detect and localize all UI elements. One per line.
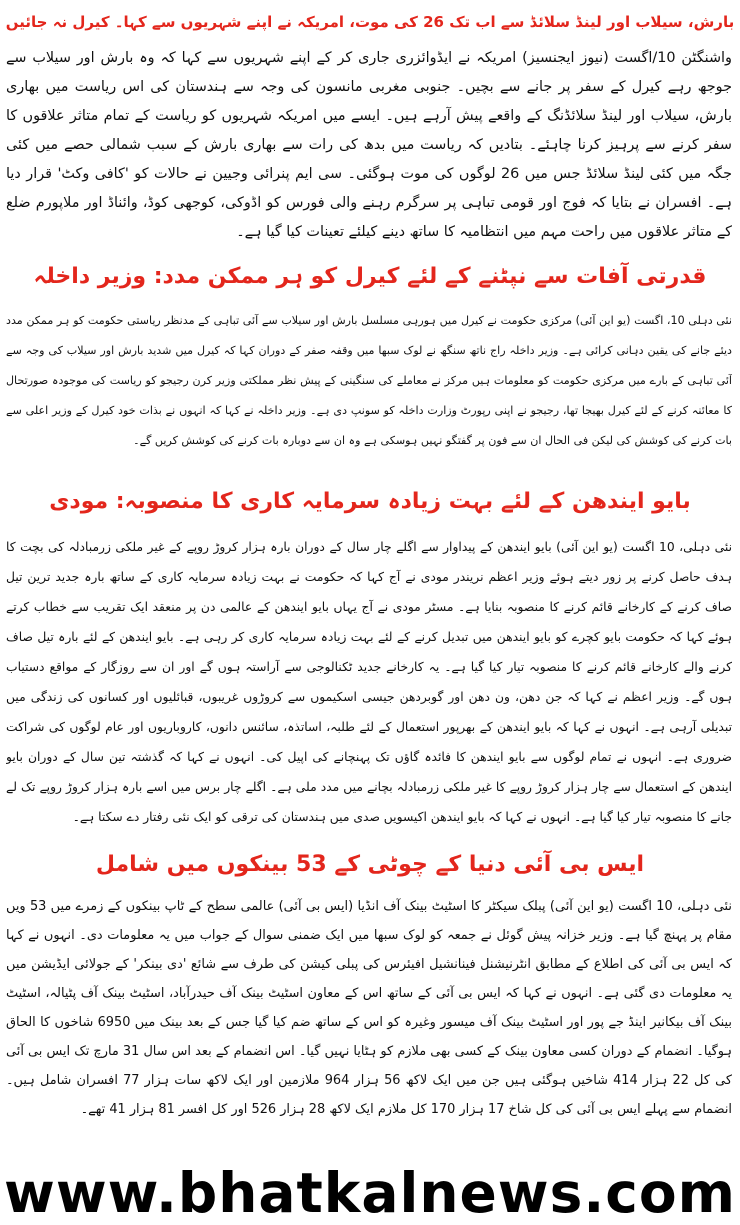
- article-text: نئی دہلی، 10 اگست (یو این آئی) بایو ایندھن کے پیداوار سے اگلے چار سال کے دوران بارہ ہزار کروڑ روپے کے غیر ملکی زرمبادلہ کی بچت کا ہدف حاصل کرنے پر زور دیتے ہوئے وزیر اعظم نریندر مودی نے آج کہا کہ حکومت نے بہت زیادہ سرمایہ کاری کے ساتھ بارہ جدید ترین تیل صاف کرنے کے کارخانے قائم کرنے کا منصوبہ بنایا ہے۔ مسٹر مودی نے آج یہاں بایو ایندھن کے عالمی دن پر منعقد ایک تقریب سے خطاب کرتے ہوئے کہا کہ حکومت بایو کچرے کو بایو ایندھن میں تبدیل کرنے کے لئے بہت زیادہ سرمایہ کاری کر رہی ہے۔ بایو ایندھن کے لئے بارہ تیل صاف کرنے والے کارخانے قائم کرنے کا منصوبہ تیار کیا گیا ہے۔ یہ کارخانے جدید ٹکنالوجی سے آراستہ ہوں گے اور ان سے روزگار کے مواقع دستیاب ہوں گے۔ وزیر اعظم نے کہا کہ جن دھن، ون دھن اور گوبردھن جیسی اسکیموں سے کروڑوں غریبوں، قبائلیوں اور کسانوں کی زندگی میں تبدیلی آرہی ہے۔ انہوں نے کہا کہ بایو ایندھن کے بھرپور استعمال کے لئے طلبہ، اساتذہ، سائنس دانوں، کاروباریوں اور عام لوگوں کی شراکت ضروری ہے۔ انہوں نے تمام لوگوں سے بایو ایندھن کا فائدہ گاؤں تک پہنچانے کی اپیل کی۔ انہوں نے کہا کہ گذشتہ تین سال کے دوران بایو ایندھن کے استعمال سے چار ہزار کروڑ روپے کا غیر ملکی زرمبادلہ بچانے میں مدد ملی ہے۔ اگلے چار برس میں اسے بارہ ہزار کروڑ روپے تک لے جانے کا منصوبہ تیار کیا گیا ہے۔ انہوں نے کہا کہ بایو ایندھن اکیسویں صدی میں ہندستان کی ترقی کو ایک نئی رفتار دے سکتا ہے۔: [6, 540, 732, 824]
- headline-biofuel-investment: بایو ایندھن کے لئے بہت زیادہ سرمایہ کاری کا منصوبہ: مودی: [49, 489, 691, 514]
- headline-sbi-top-banks: ایس بی آئی دنیا کے چوٹی کے 53 بینکوں میں شامل: [95, 852, 645, 877]
- article-body-kerala-disaster-help: [6, 306, 732, 464]
- article-body-biofuel-investment: [6, 532, 732, 834]
- headline-kerala-disaster-help: قدرتی آفات سے نپٹنے کے لئے کیرل کو ہر ممکن مدد: وزیر داخلہ: [33, 264, 707, 289]
- article-text: نئی دہلی 10، اگست (یو این آئی) مرکزی حکومت نے کیرل میں ہورہی مسلسل بارش اور سیلاب سے آئی تباہی کے مدنظر ریاستی حکومت کو ہر ممکن مدد دیئے جانے کی یقین دہانی کرائی ہے۔ وزیر داخلہ راج ناتھ سنگھ نے لوک سبھا میں وقفہ صفر کے دوران کہا کہ کیرل میں شدید بارش اور سیلاب کی وجہ سے آئی تباہی کے بارے میں مرکزی حکومت کو معلومات ہیں مرکز نے معاملے کی سنگینی کے پیش نظر مملکتی وزیر کرن رجیجو کو ریاست کی موجودہ صورتحال کا معائنہ کرنے کے لئے کیرل بھیجا تھا، رجیجو نے اپنی رپورٹ وزارت داخلہ کو سونپ دی ہے۔ وزیر داخلہ نے کہا کہ انہوں نے بذات خود کیرل کے وزیر اعلی سے بات کرنے کی کوشش کی لیکن فی الحال ان سے فون پر گفتگو نہیں ہوسکی ہے وہ ان سے دوبارہ بات کرنے کی کوشش کریں گے۔: [6, 314, 732, 447]
- headline-kerala-rain-us-advisory: بارش، سیلاب اور لینڈ سلائڈ سے اب تک 26 کی موت، امریکہ نے اپنے شہریوں سے کہا۔ کیرل نہ جائیں: [5, 13, 735, 31]
- article-body-kerala-rain-us-advisory: [6, 44, 732, 250]
- article-text: واشنگٹن 10/اگست (نیوز ایجنسیز) امریکہ نے ایڈوائزری جاری کر کے اپنے شہریوں سے کہا کہ وہ بارش اور سیلاب سے جوجھ رہے کیرل کے سفر پر جانے سے بچیں۔ جنوبی مغربی مانسون کی وجہ سے ہندستان کی اس ریاست میں بھاری بارش، سیلاب اور لینڈ سلائڈنگ کے واقعے پیش آرہے ہیں۔ ایسے میں امریکہ شہریوں کو ریاست کے تمام متاثر علاقوں کا سفر کرنے سے پرہیز کرنا چاہئے۔ بتادیں کہ ریاست میں بدھ کی رات سے بھاری بارش کے سبب شمالی حصے میں کئی جگہ میں کئی لینڈ سلائڈ جس میں 26 لوگوں کی موت ہوگئی۔ سی ایم پنرائی وجیین نے حالات کو 'کافی وکٹ' قرار دیا ہے۔ افسران نے بتایا کہ فوج اور قومی تباہی پر سرگرم رہنے والی فورس کو اڈوکی، کوجھی کوڈ، وائناڈ اور ملاپورم ضلع کے متاثر علاقوں میں راحت مہم میں انتظامیہ کا ساتھ دینے کیلئے تعینات کیا گیا ہے۔: [6, 50, 732, 240]
- article-text: نئی دہلی، 10 اگست (یو این آئی) پبلک سیکٹر کا اسٹیٹ بینک آف انڈیا (ایس بی آئی) عالمی سطح کے ٹاپ بینکوں کے زمرے میں 53 ویں مقام پر پہنچ گیا ہے۔ وزیر خزانہ پیش گوئل نے جمعہ کو لوک سبھا میں ایک ضمنی سوال کے جواب میں یہ معلومات دی۔ انہوں نے کہا کہ ایس بی آئی کی اطلاع کے مطابق انٹرنیشنل فینانشیل افیئرس کی پبلی کیشن کی طرف سے شائع 'دی بینکر' کے جولائی ایڈیشن میں یہ معلومات دی گئی ہے۔ انہوں نے کہا کہ ایس بی آئی کے ساتھ اس کے معاون اسٹیٹ بینک آف حیدرآباد، اسٹیٹ بینک آف پٹیالہ، اسٹیٹ بینک آف بیکانیر اینڈ جے پور اور اسٹیٹ بینک آف میسور وغیرہ کو اس کے ساتھ ضم کیا گیا جس کے بعد بینک میں 6950 شاخوں کا الحاق ہوگیا۔ انضمام کے دوران کسی معاون بینک کے کسی بھی ملازم کو ہٹایا نہیں گیا۔ اس انضمام کے بعد اس سال 31 مارچ تک ایس بی آئی کی کل 22 ہزار 414 شاخیں ہوگئی ہیں جن میں ایک لاکھ 56 ہزار 964 ملازمین اور ایک لاکھ سات ہزار 77 افسران شامل ہیں۔ انضمام سے پہلے ایس بی آئی کی کل شاخ 17 ہزار 170 کل ملازم ایک لاکھ 28 ہزار 526 اور کل افسر 81 ہزار 41 تھے۔: [6, 899, 732, 1117]
- article-body-sbi-top-banks: [6, 892, 732, 1124]
- website-footer-link[interactable]: www.bhatkalnews.com: [4, 1162, 736, 1225]
